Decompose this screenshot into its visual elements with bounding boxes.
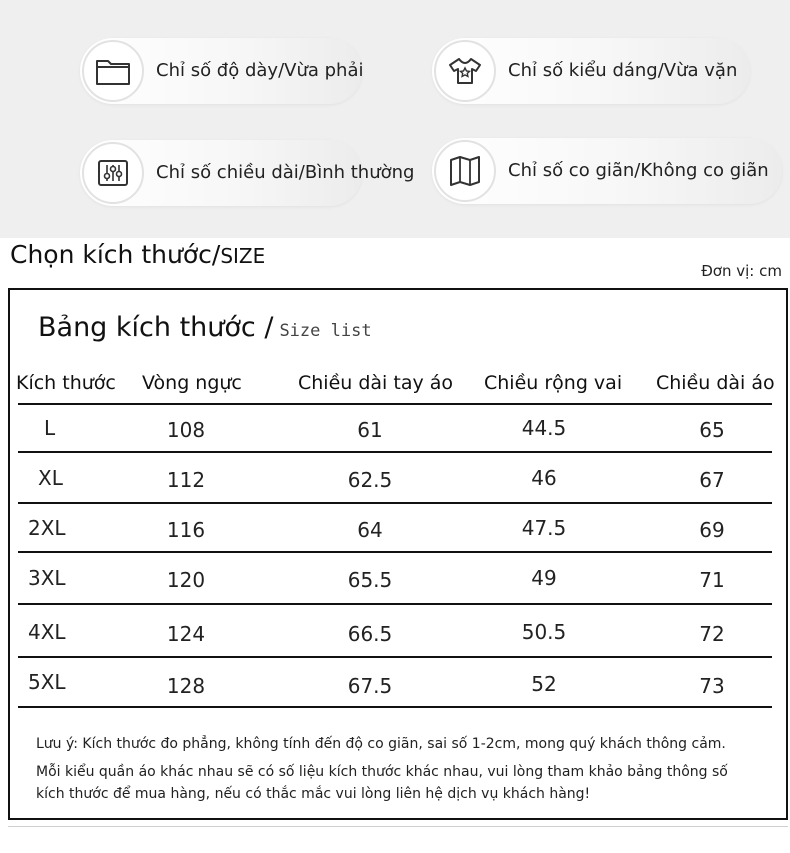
header-chest: Vòng ngực <box>142 372 242 394</box>
feature-thickness <box>80 38 362 104</box>
section-title-vi: Chọn kích thước/ <box>10 240 221 269</box>
cell-value: 44.5 <box>521 416 567 440</box>
divider <box>8 826 788 827</box>
cell-value: 65 <box>699 418 725 442</box>
row-divider <box>18 551 772 553</box>
header-sleeve: Chiều dài tay áo <box>298 372 454 394</box>
cell-value: 73 <box>699 674 725 698</box>
cell-value: 116 <box>166 518 206 542</box>
folder-icon <box>82 40 144 102</box>
feature-fit <box>432 38 750 104</box>
cell-value: 124 <box>166 622 206 646</box>
feature-label: Chỉ số chiều dài/Bình thường <box>156 162 415 183</box>
table-title-vi: Bảng kích thước / <box>38 312 274 343</box>
cell-value: 50.5 <box>521 620 567 644</box>
table-title <box>38 312 372 343</box>
cell-size: XL <box>38 466 63 490</box>
cell-value: 120 <box>166 568 206 592</box>
row-divider <box>18 706 772 708</box>
cell-value: 67 <box>699 468 725 492</box>
row-divider <box>18 603 772 605</box>
cell-size: 5XL <box>28 670 66 694</box>
cell-value: 46 <box>531 466 557 490</box>
cell-value: 64 <box>357 518 383 542</box>
cell-size: L <box>44 416 56 440</box>
cell-value: 108 <box>166 418 206 442</box>
cell-value: 52 <box>531 672 557 696</box>
unit-label: Đơn vị: cm <box>701 262 782 280</box>
tshirt-icon <box>434 40 496 102</box>
note-line: Lưu ý: Kích thước đo phẳng, không tính đến độ co giãn, sai số 1-2cm, mong quý khách thông cảm. <box>36 736 726 752</box>
section-title <box>10 240 265 269</box>
feature-length <box>80 140 415 206</box>
feature-label: Chỉ số kiểu dáng/Vừa vặn <box>508 60 738 81</box>
cell-size: 4XL <box>28 620 66 644</box>
feature-stretch <box>432 138 782 204</box>
size-table <box>8 288 788 820</box>
cell-value: 47.5 <box>521 516 567 540</box>
cell-value: 66.5 <box>347 622 393 646</box>
feature-label: Chỉ số độ dày/Vừa phải <box>156 60 364 81</box>
cell-size: 3XL <box>28 566 66 590</box>
cell-value: 72 <box>699 622 725 646</box>
header-length: Chiều dài áo <box>656 372 775 394</box>
row-divider <box>18 502 772 504</box>
cell-value: 69 <box>699 518 725 542</box>
table-subtitle: Size list <box>279 321 372 341</box>
note-line: Mỗi kiểu quần áo khác nhau sẽ có số liệu kích thước khác nhau, vui lòng tham khảo bảng thông số <box>36 764 728 780</box>
cell-value: 67.5 <box>347 674 393 698</box>
feature-label: Chỉ số co giãn/Không co giãn <box>508 160 769 181</box>
section-title-en: SIZE <box>220 244 266 268</box>
row-divider <box>18 451 772 453</box>
note-line: kích thước để mua hàng, nếu có thắc mắc vui lòng liên hệ dịch vụ khách hàng! <box>36 786 591 802</box>
cell-value: 112 <box>166 468 206 492</box>
cell-value: 62.5 <box>347 468 393 492</box>
cell-size: 2XL <box>28 516 66 540</box>
feature-panel <box>0 0 790 238</box>
stretch-icon <box>434 140 496 202</box>
cell-value: 65.5 <box>347 568 393 592</box>
header-size: Kích thước <box>16 372 116 394</box>
header-shoulder: Chiều rộng vai <box>484 372 623 394</box>
cell-value: 61 <box>357 418 383 442</box>
row-divider <box>18 656 772 658</box>
sliders-icon <box>82 142 144 204</box>
cell-value: 128 <box>166 674 206 698</box>
cell-value: 49 <box>531 566 557 590</box>
cell-value: 71 <box>699 568 725 592</box>
row-divider <box>18 403 772 405</box>
